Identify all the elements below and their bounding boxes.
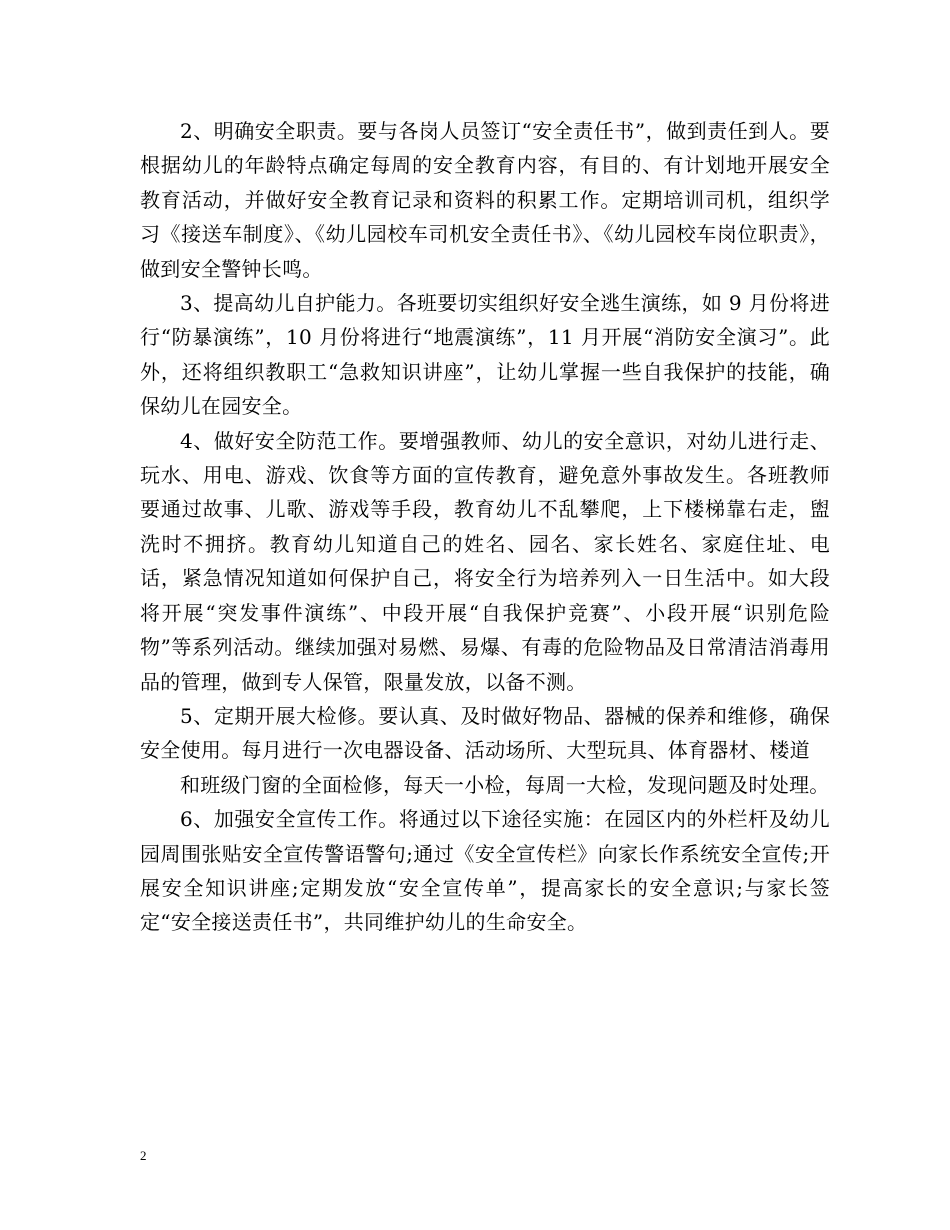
document-body <box>140 114 830 940</box>
paragraph-safety-responsibilities: 2、明确安全职责。要与各岗人员签订“安全责任书”，做到责任到人。要根据幼儿的年龄特点确定每周的安全教育内容，有目的、有计划地开展安全教育活动，并做好安全教育记录和资料的积累工作。定期培训司机，组织学习《接送车制度》、《幼儿园校车司机安全责任书》、《幼儿园校车岗位职责》，做到安全警钟长鸣。 <box>140 119 830 281</box>
paragraph-inspection: 5、定期开展大检修。要认真、及时做好物品、器械的保养和维修，确保安全使用。每月进行一次电器设备、活动场所、大型玩具、体育器材、楼道 <box>140 703 830 763</box>
paragraph-self-protection: 3、提高幼儿自护能力。各班要切实组织好安全逃生演练，如 9 月份将进行“防暴演练”，10 月份将进行“地震演练”，11 月开展“消防安全演习”。此外，还将组织教职工“急救知识讲座”，让幼儿掌握一些自我保护的技能，确保幼儿在园安全。 <box>140 291 830 419</box>
page-number: 2 <box>140 1148 147 1163</box>
paragraph-safety-prevention: 4、做好安全防范工作。要增强教师、幼儿的安全意识，对幼儿进行走、玩水、用电、游戏、饮食等方面的宣传教育，避免意外事故发生。各班教师要通过故事、儿歌、游戏等手段，教育幼儿不乱攀爬，上下楼梯靠右走，盥洗时不拥挤。教育幼儿知道自己的姓名、园名、家长姓名、家庭住址、电话，紧急情况知道如何保护自己，将安全行为培养列入一日生活中。如大段将开展“突发事件演练”、中段开展“自我保护竞赛”、小段开展“识别危险物”等系列活动。继续加强对易燃、易爆、有毒的危险物品及日常清洁消毒用品的管理，做到专人保管，限量发放，以备不测。 <box>140 428 830 694</box>
paragraph-safety-publicity: 6、加强安全宣传工作。将通过以下途径实施：在园区内的外栏杆及幼儿园周围张贴安全宣传警语警句;通过《安全宣传栏》向家长作系统安全宣传;开展安全知识讲座;定期发放“安全宣传单”，提高家长的安全意识;与家长签定“安全接送责任书”，共同维护幼儿的生命安全。 <box>140 807 830 935</box>
paragraph-inspection-continued: 和班级门窗的全面检修，每天一小检，每周一大检，发现问题及时处理。 <box>180 772 830 797</box>
